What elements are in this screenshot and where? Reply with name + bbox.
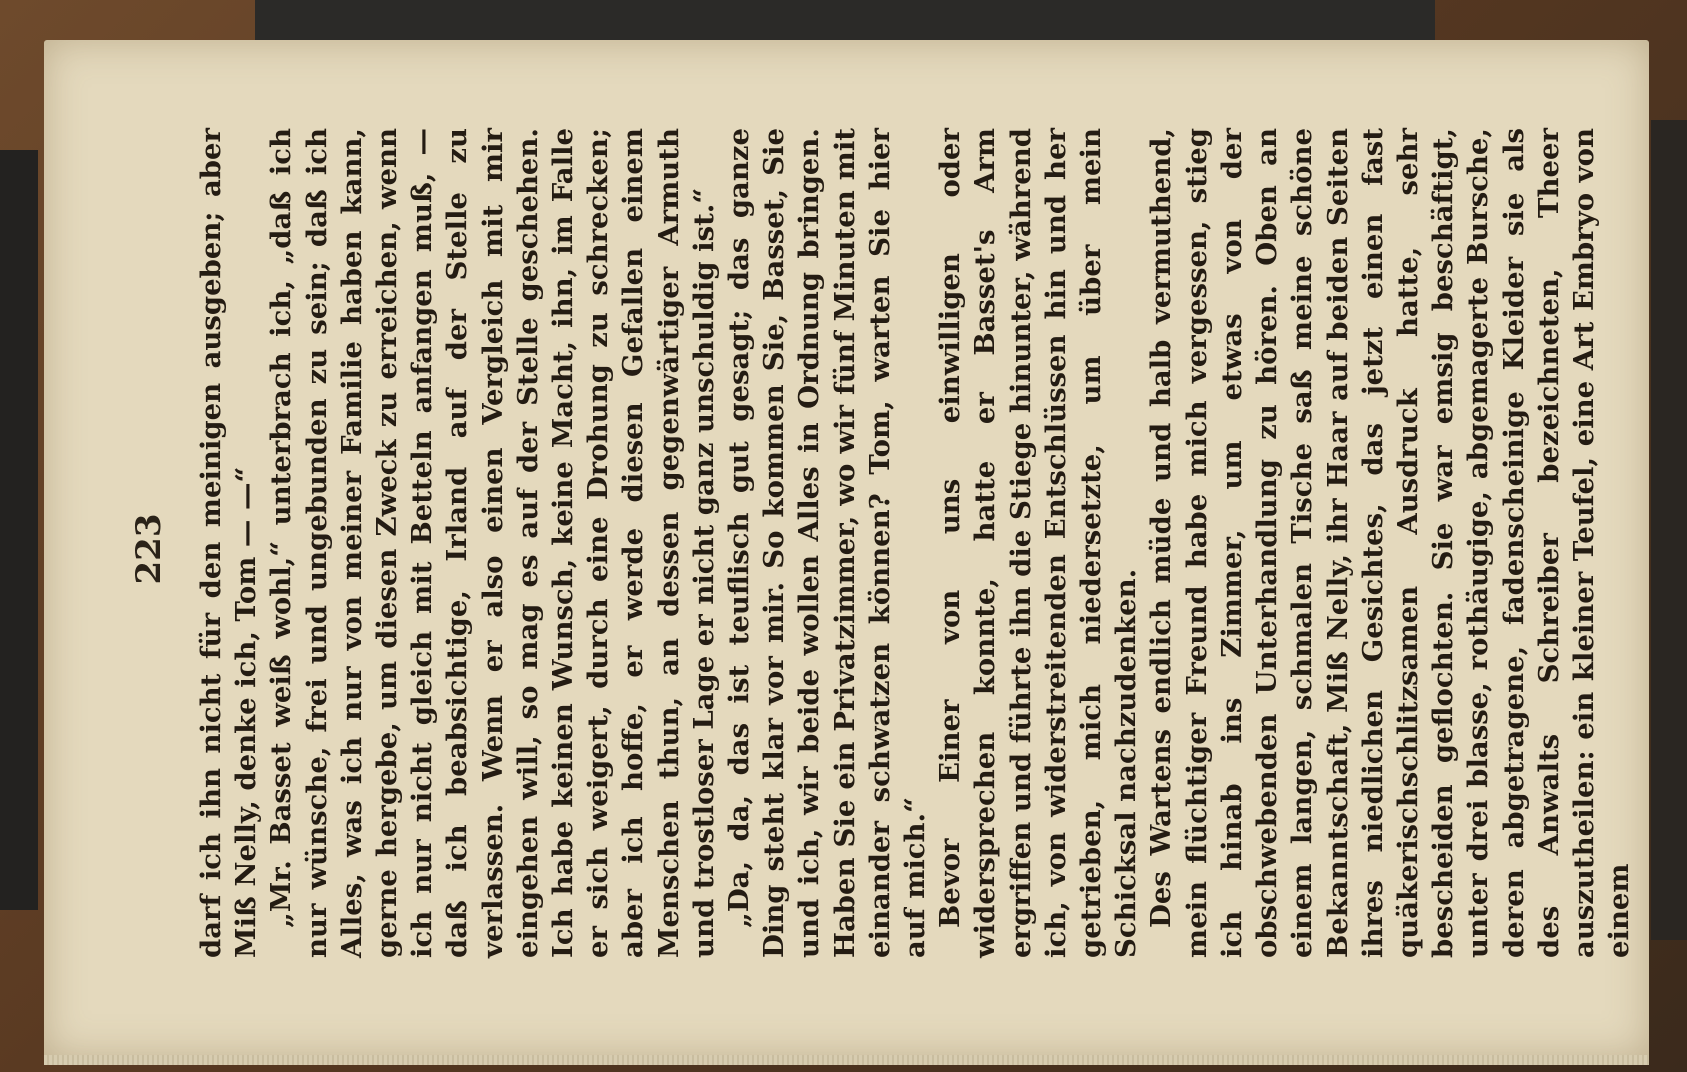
page-text xyxy=(194,128,1637,958)
cover-board-left xyxy=(0,150,38,910)
book-page xyxy=(44,40,1649,1058)
page-edge xyxy=(44,1055,1649,1065)
paragraph-2: „Mr. Basset weiß wohl,“ unterbrach ich, „daß ich nur wünsche, frei und ungebunden zu sein; daß ich Alles, was ich nur von meiner Familie haben kann, gerne hergebe, um diesen Zweck zu erreichen, wenn ich nur nicht gleich mit Betteln anfangen muß, — daß ich beabsichtige, Irland auf der Stelle zu verlassen. Wenn er also einen Vergleich mit mir eingehen will, so mag es auf der Stelle geschehen. Ich habe keinen Wunsch, keine Macht, ihn, im Falle er sich weigert, durch eine Drohung zu schrecken; aber ich hoffe, er werde diesen Gefallen einem Menschen thun, an dessen gegenwärtiger Armuth und trostloser Lage er nicht ganz unschuldig ist.“ xyxy=(265,128,720,958)
paragraph-5: Des Wartens endlich müde und halb vermuthend, mein flüchtiger Freund habe mich vergessen, stieg ich hinab ins Zimmer, um etwas von der obschwebenden Unterhandlung zu hören. Oben an einem langen, schmalen Tische saß meine schöne Bekanntschaft, Miß Nelly, ihr Haar auf beiden Seiten ihres niedlichen Gesichtes, das jetzt einen fast quäkerischschlitzsamen Ausdruck hatte, sehr bescheiden geflochten. Sie war emsig beschäftigt, unter drei blasse, rothäugige, abgemagerte Bursche, deren abgetragene, fadenscheinige Kleider sie als des Anwalts Schreiber bezeichneten, Theer auszutheilen: ein kleiner Teufel, eine Art Embryo von einem xyxy=(1145,128,1636,958)
paragraph-3: „Da, da, das ist teuflisch gut gesagt; das ganze Ding steht klar vor mir. So kommen Sie, Basset, Sie und ich, wir beide wollen Alles in Ordnung bringen. Haben Sie ein Privatzimmer, wo wir fünf Minuten mit einander schwatzen können? Tom, warten Sie hier auf mich.“ xyxy=(723,128,932,958)
paragraph-4: Bevor Einer von uns einwilligen oder widersprechen konnte, hatte er Basset's Arm ergriffen und führte ihn die Stiege hinunter, während ich, von widerstreitenden Entschlüssen hin und her getrieben, mich niedersetzte, um über mein Schicksal nachzudenken. xyxy=(934,128,1143,958)
paragraph-1: darf ich ihn nicht für den meinigen ausgeben; aber Miß Nelly, denke ich, Tom — —“ xyxy=(195,128,263,958)
cover-board-right xyxy=(1651,120,1687,940)
rotated-text-frame xyxy=(44,40,1649,1058)
page-number: 223 xyxy=(129,513,169,585)
